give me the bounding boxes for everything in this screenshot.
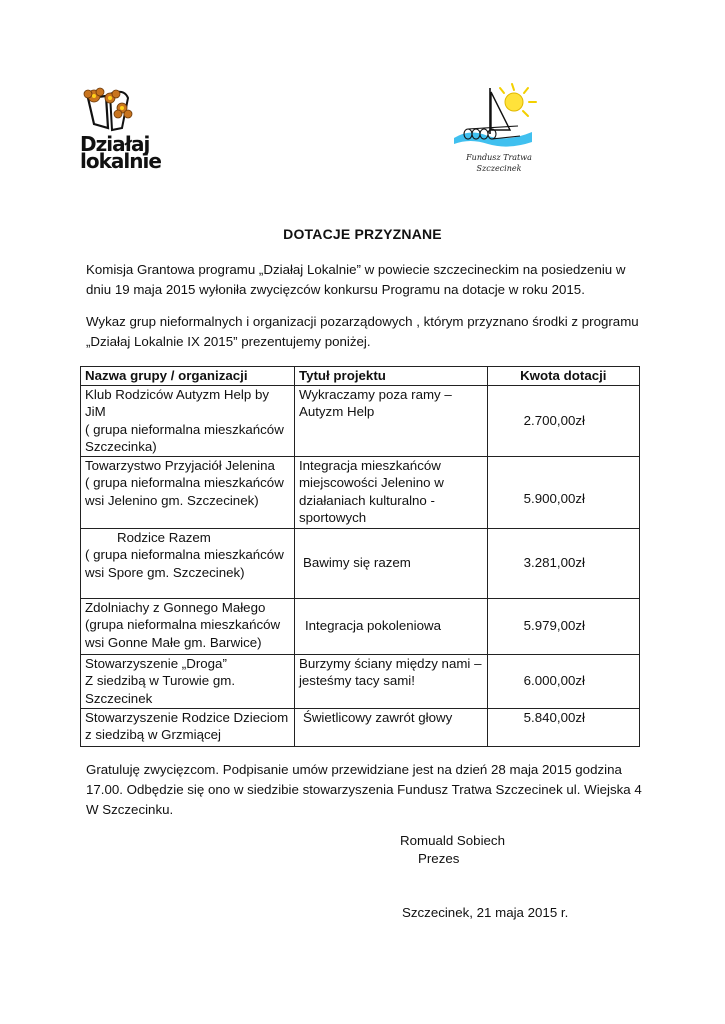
list-intro-paragraph: Wykaz grup nieformalnych i organizacji pozarządowych , którym przyznano środki z programu „Działaj Lokalnie IX 2015” prezentujemy poniżej. xyxy=(86,314,639,349)
header-grant-amount: Kwota dotacji xyxy=(487,367,639,386)
project-title: Integracja pokoleniowa xyxy=(294,598,487,654)
header-project-title: Tytuł projektu xyxy=(294,367,487,386)
grant-amount: 3.281,00zł xyxy=(487,528,639,598)
project-title: Świetlicowy zawrót głowy xyxy=(294,708,487,746)
grant-amount: 2.700,00zł xyxy=(487,385,639,456)
table-row xyxy=(81,385,640,456)
project-title: Burzymy ściany między nami – jesteśmy tacy sami! xyxy=(294,654,487,708)
project-title: Wykraczamy poza ramy – Autyzm Help xyxy=(294,385,487,456)
group-note: Z siedzibą w Turowie gm. Szczecinek xyxy=(85,673,236,706)
page-title: DOTACJE PRZYZNANE xyxy=(283,226,442,242)
group-name: Rodzice Razem xyxy=(117,529,211,545)
group-note: ( grupa nieformalna mieszkańców wsi Jelenino gm. Szczecinek) xyxy=(85,475,284,508)
logo-caption-line1: Fundusz Tratwa xyxy=(466,153,532,162)
group-name: Klub Rodziców Autyzm Help by JiM xyxy=(85,386,270,419)
intro-paragraph: Komisja Grantowa programu „Działaj Lokalnie” w powiecie szczecineckim na posiedzeniu w dniu 19 maja 2015 wyłoniła zwycięzców konkursu Programu na dotacje w roku 2015. xyxy=(86,262,626,297)
project-title: Integracja mieszkańców miejscowości Jelenino w działaniach kulturalno - sportowych xyxy=(294,456,487,528)
table-row xyxy=(81,528,640,598)
table-row xyxy=(81,708,640,746)
grant-amount: 5.840,00zł xyxy=(487,708,639,746)
logo-text-line2: lokalnie xyxy=(80,149,161,173)
grants-table xyxy=(80,366,640,747)
group-name: Towarzystwo Przyjaciół Jelenina xyxy=(85,457,275,473)
grant-amount: 5.900,00zł xyxy=(487,456,639,528)
table-row xyxy=(81,456,640,528)
group-cell xyxy=(81,708,295,746)
logo-text-line1: Działaj xyxy=(80,132,150,156)
closing-paragraph: Gratuluję zwycięzcom. Podpisanie umów przewidziane jest na dzień 28 maja 2015 godzina 17.00. Odbędzie się ono w siedzibie stowarzyszenia Fundusz Tratwa Szczecinek ul. Wiejska 4 W Szczecinku. xyxy=(86,762,642,817)
group-note: (grupa nieformalna mieszkańców wsi Gonne Małe gm. Barwice) xyxy=(85,617,281,650)
table-header-row xyxy=(81,367,640,386)
table-row xyxy=(81,654,640,708)
grant-amount: 6.000,00zł xyxy=(487,654,639,708)
group-name: Stowarzyszenie Rodzice Dzieciom xyxy=(85,709,289,725)
group-cell xyxy=(81,456,295,528)
table-row xyxy=(81,598,640,654)
group-cell xyxy=(81,654,295,708)
place-date: Szczecinek, 21 maja 2015 r. xyxy=(402,905,569,920)
group-cell xyxy=(81,385,295,456)
group-cell xyxy=(81,598,295,654)
group-name: Stowarzyszenie „Droga” xyxy=(85,655,227,671)
logo-caption-line2: Szczecinek xyxy=(476,164,522,173)
grant-amount: 5.979,00zł xyxy=(487,598,639,654)
signatory-name: Romuald Sobiech xyxy=(400,833,505,848)
project-title: Bawimy się razem xyxy=(294,528,487,598)
group-note: z siedzibą w Grzmiącej xyxy=(85,727,221,742)
group-cell xyxy=(81,528,295,598)
header-group-name: Nazwa grupy / organizacji xyxy=(81,367,295,386)
raft-sun-icon xyxy=(448,82,544,152)
group-name: Zdolniachy z Gonnego Małego xyxy=(85,599,266,615)
group-note: ( grupa nieformalna mieszkańców wsi Spore gm. Szczecinek) xyxy=(85,547,284,580)
dzialaj-lokalnie-logo xyxy=(80,84,160,180)
group-note: ( grupa nieformalna mieszkańców Szczecinka) xyxy=(85,421,284,454)
signatory-role: Prezes xyxy=(418,851,460,866)
fundusz-tratwa-logo xyxy=(448,82,544,178)
